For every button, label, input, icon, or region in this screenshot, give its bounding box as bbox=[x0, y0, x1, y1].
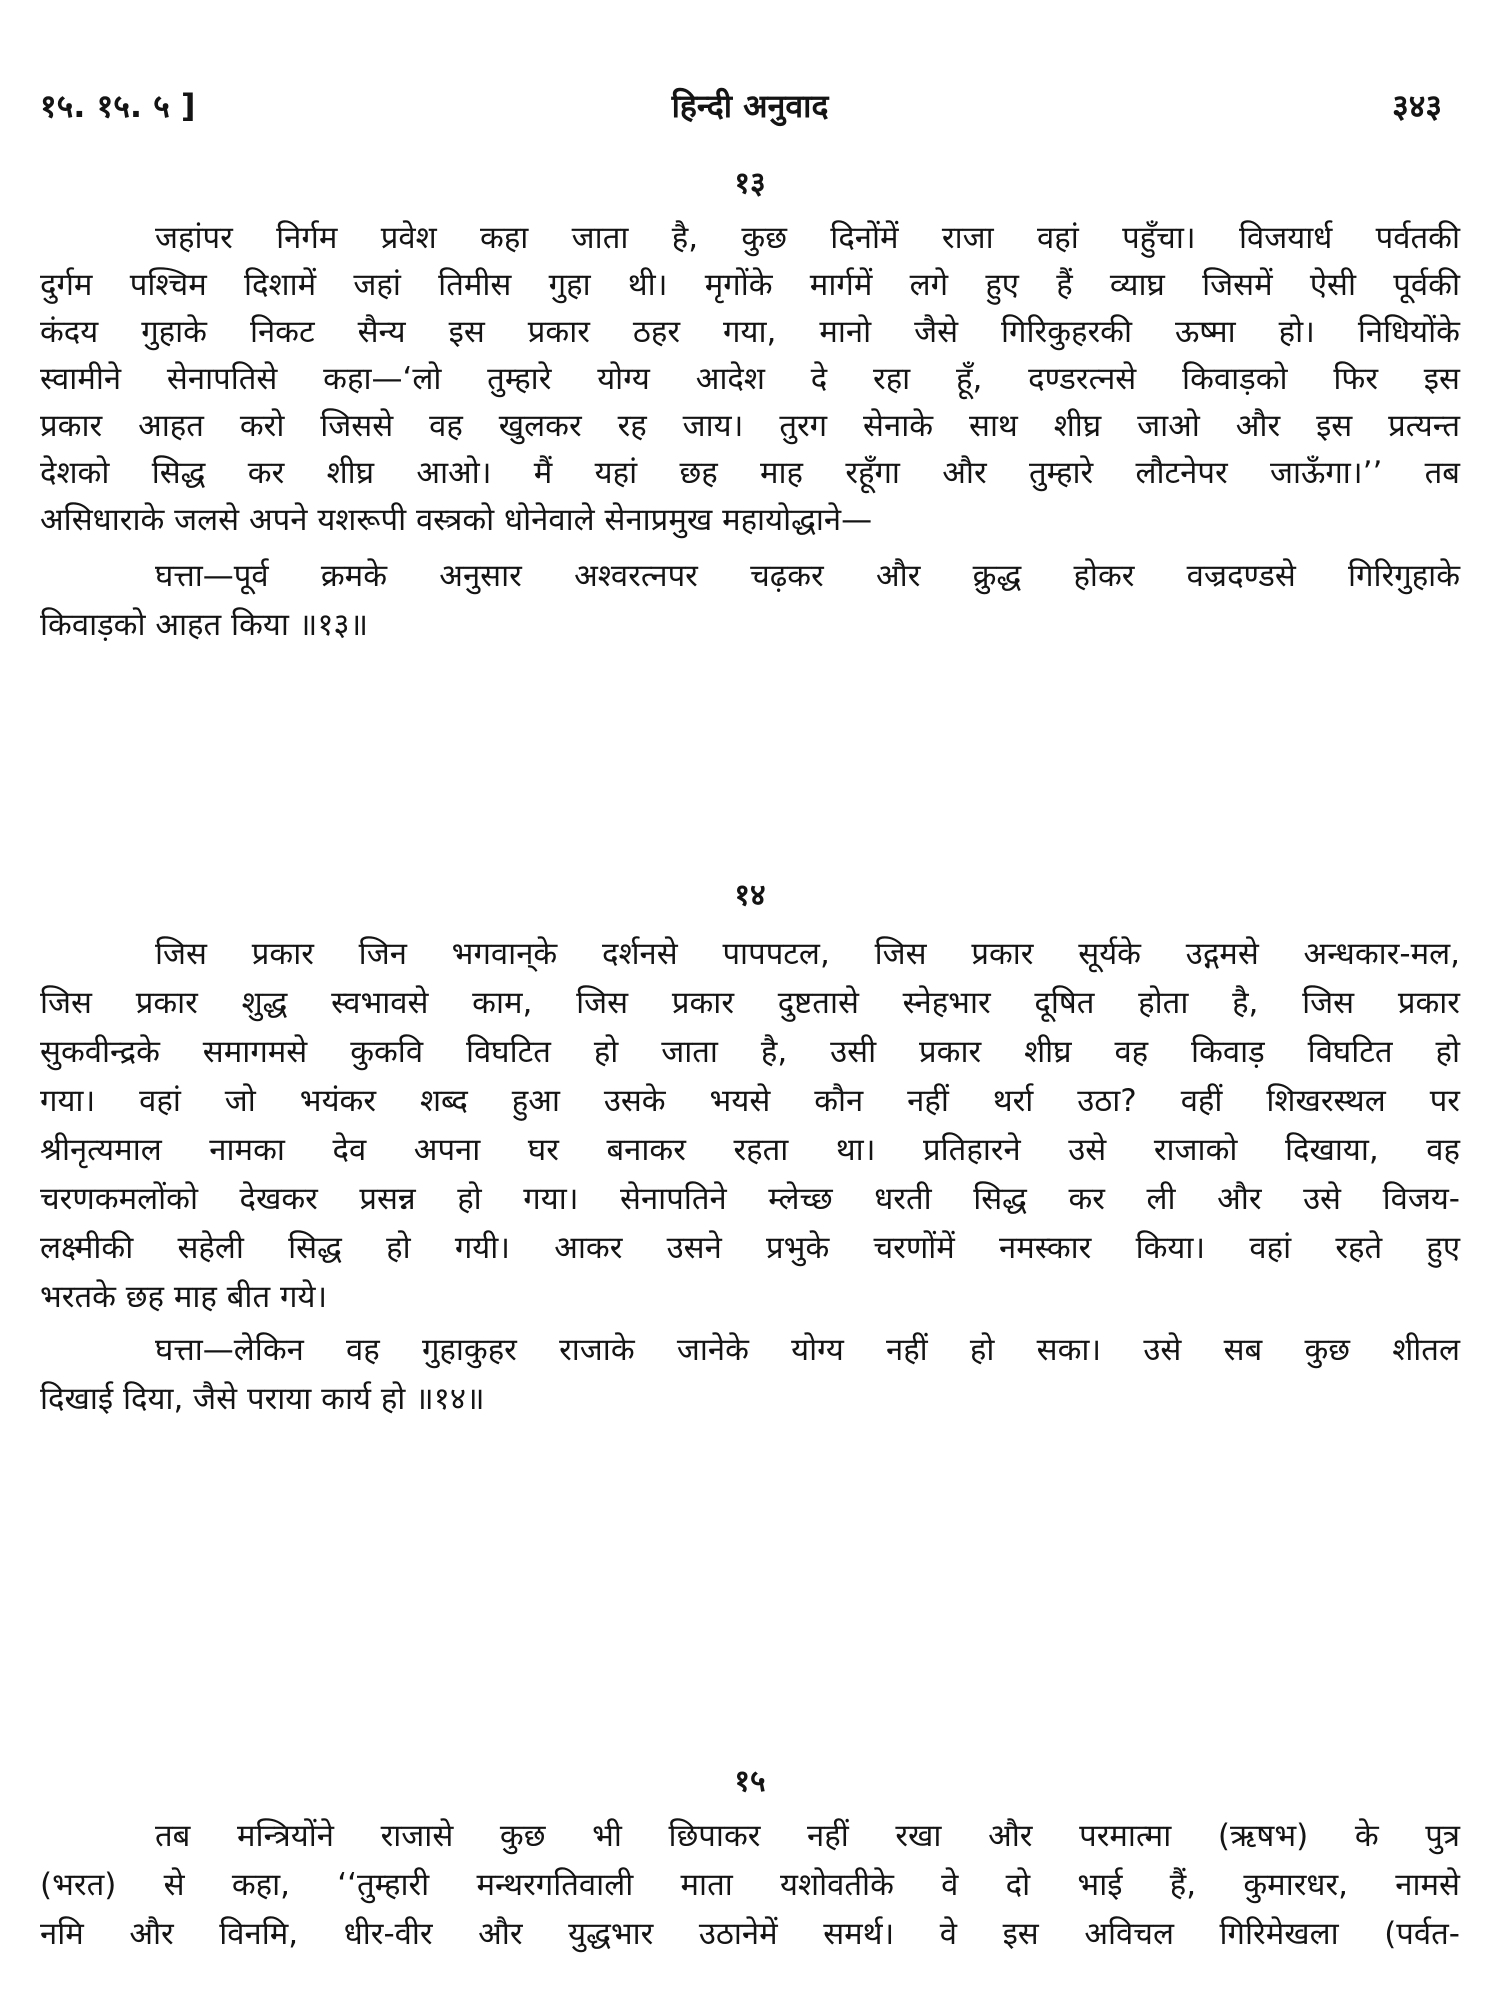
text-line: असिधाराके जलसे अपने यशरूपी वस्त्रको धोनेवाले सेनाप्रमुख महायोद्धाने— bbox=[40, 502, 873, 538]
text-line: भरतके छह माह बीत गये। bbox=[40, 1279, 328, 1315]
text-line: चरणकमलोंको देखकर प्रसन्न हो गया। सेनापतिने म्लेच्छ धरती सिद्ध कर ली और उसे विजय- bbox=[40, 1181, 1460, 1217]
section-number: १५ bbox=[734, 1764, 766, 1799]
text-line: प्रकार आहत करो जिससे वह खुलकर रह जाय। तुरग सेनाके साथ शीघ्र जाओ और इस प्रत्यन्त bbox=[40, 408, 1460, 444]
text-line: श्रीनृत्यमाल नामका देव अपना घर बनाकर रहता था। प्रतिहारने उसे राजाको दिखाया, वह bbox=[40, 1132, 1460, 1168]
text-line: तब मन्त्रियोंने राजासे कुछ भी छिपाकर नहीं रखा और परमात्मा (ऋषभ) के पुत्र bbox=[155, 1818, 1460, 1854]
text-line: कंदय गुहाके निकट सैन्य इस प्रकार ठहर गया, मानो जैसे गिरिकुहरकी ऊष्मा हो। निधियोंके bbox=[40, 314, 1460, 350]
text-line: (भरत) से कहा, ‘‘तुम्हारी मन्थरगतिवाली माता यशोवतीके वे दो भाई हैं, कुमारधर, नामसे bbox=[40, 1867, 1460, 1903]
running-header bbox=[40, 86, 1460, 138]
text-line: जहांपर निर्गम प्रवेश कहा जाता है, कुछ दिनोंमें राजा वहां पहुँचा। विजयार्ध पर्वतकी bbox=[155, 220, 1460, 256]
ghatta-line: घत्ता—लेकिन वह गुहाकुहर राजाके जानेके योग्य नहीं हो सका। उसे सब कुछ शीतल bbox=[155, 1332, 1460, 1368]
ghatta-line: दिखाई दिया, जैसे पराया कार्य हो ॥१४॥ bbox=[40, 1381, 485, 1417]
page-number: ३४३ bbox=[1392, 87, 1442, 125]
section-number: १३ bbox=[734, 166, 766, 201]
ghatta-line: घत्ता—पूर्व क्रमके अनुसार अश्वरत्नपर चढ़कर और क्रुद्ध होकर वज्रदण्डसे गिरिगुहाके bbox=[155, 558, 1460, 594]
text-line: दुर्गम पश्चिम दिशामें जहां तिमीस गुहा थी। मृगोंके मार्गमें लगे हुए हैं व्याघ्र जिसमें ऐसी पूर्वकी bbox=[40, 267, 1460, 303]
section-number: १४ bbox=[734, 878, 766, 913]
text-line: देशको सिद्ध कर शीघ्र आओ। मैं यहां छह माह रहूँगा और तुम्हारे लौटनेपर जाऊँगा।’’ तब bbox=[40, 455, 1460, 491]
text-line: गया। वहां जो भयंकर शब्द हुआ उसके भयसे कौन नहीं थर्रा उठा? वहीं शिखरस्थल पर bbox=[40, 1083, 1460, 1119]
ghatta-line: किवाड़को आहत किया ॥१३॥ bbox=[40, 607, 369, 643]
text-line: जिस प्रकार शुद्ध स्वभावसे काम, जिस प्रकार दुष्टतासे स्नेहभार दूषित होता है, जिस प्रकार bbox=[40, 985, 1460, 1021]
text-line: सुकवीन्द्रके समागमसे कुकवि विघटित हो जाता है, उसी प्रकार शीघ्र वह किवाड़ विघटित हो bbox=[40, 1034, 1460, 1070]
page-title: हिन्दी अनुवाद bbox=[671, 87, 829, 125]
text-line: स्वामीने सेनापतिसे कहा—‘लो तुम्हारे योग्य आदेश दे रहा हूँ, दण्डरत्नसे किवाड़को फिर इस bbox=[40, 361, 1460, 397]
text-line: जिस प्रकार जिन भगवान्‌के दर्शनसे पापपटल, जिस प्रकार सूर्यके उद्गमसे अन्धकार-मल, bbox=[155, 936, 1460, 972]
verse-reference: १५. १५. ५ ] bbox=[40, 87, 196, 125]
text-line: लक्ष्मीकी सहेली सिद्ध हो गयी। आकर उसने प्रभुके चरणोंमें नमस्कार किया। वहां रहते हुए bbox=[40, 1230, 1460, 1266]
text-line: नमि और विनमि, धीर-वीर और युद्धभार उठानेमें समर्थ। वे इस अविचल गिरिमेखला (पर्वत- bbox=[40, 1916, 1460, 1952]
